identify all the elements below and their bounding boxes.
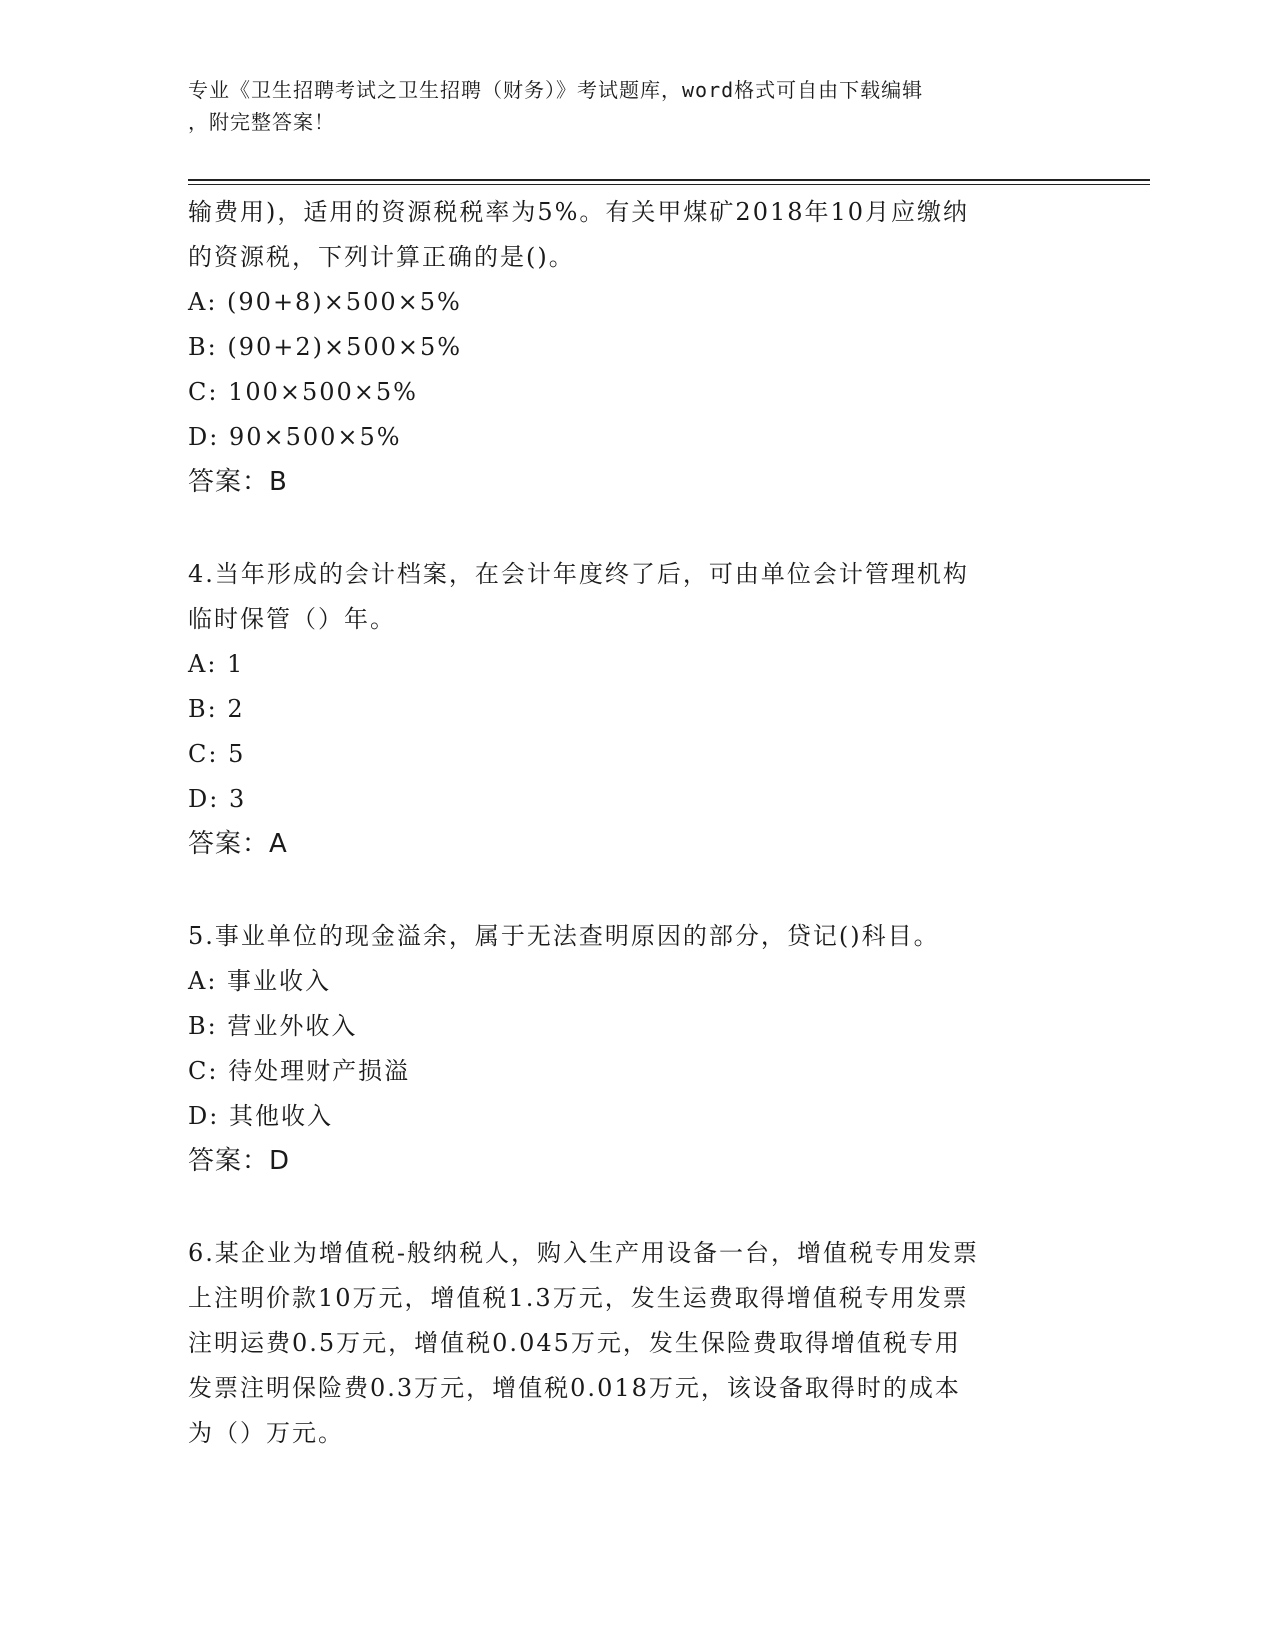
spacer (188, 1184, 1088, 1231)
option-a: A: (90+8)×500×5% (188, 288, 462, 316)
question-stem-line: 为（）万元。 (188, 1419, 344, 1447)
question-stem-line: 输费用)，适用的资源税税率为5%。有关甲煤矿2018年10月应缴纳 (188, 198, 970, 226)
header-divider-thick (188, 179, 1150, 181)
option-c: C: 5 (188, 740, 246, 768)
question-6 (188, 1231, 1088, 1456)
document-header (188, 74, 1068, 138)
question-stem-line: 6.某企业为增值税-般纳税人，购入生产用设备一台，增值税专用发票 (188, 1239, 980, 1267)
question-stem-line: 的资源税，下列计算正确的是()。 (188, 243, 575, 271)
spacer (188, 505, 1088, 552)
question-stem-line: 上注明价款10万元，增值税1.3万元，发生运费取得增值税专用发票 (188, 1284, 969, 1312)
question-stem-line: 5.事业单位的现金溢余，属于无法查明原因的部分，贷记()科目。 (188, 922, 940, 950)
answer-text: 答案：A (188, 829, 288, 859)
question-3 (188, 190, 1088, 505)
option-a: A: 1 (188, 650, 245, 678)
header-line-2: ，附完整答案！ (188, 110, 335, 134)
option-c: C: 100×500×5% (188, 378, 418, 406)
option-d: D: 3 (188, 785, 247, 813)
question-stem-line: 4.当年形成的会计档案，在会计年度终了后，可由单位会计管理机构 (188, 560, 969, 588)
option-b: B: 2 (188, 695, 245, 723)
option-b: B: (90+2)×500×5% (188, 333, 463, 361)
question-stem-line: 发票注明保险费0.3万元，增值税0.018万元，该设备取得时的成本 (188, 1374, 961, 1402)
answer-text: 答案：B (188, 467, 288, 497)
option-a: A: 事业收入 (188, 967, 332, 995)
option-d: D: 其他收入 (188, 1102, 333, 1130)
header-divider-thin (188, 184, 1150, 185)
question-4 (188, 552, 1088, 867)
header-line-1: 专业《卫生招聘考试之卫生招聘（财务）》考试题库，word格式可自由下载编辑 (188, 78, 924, 102)
option-d: D: 90×500×5% (188, 423, 402, 451)
option-b: B: 营业外收入 (188, 1012, 358, 1040)
question-stem-line: 临时保管（）年。 (188, 605, 396, 633)
question-5 (188, 914, 1088, 1184)
answer-text: 答案：D (188, 1146, 291, 1176)
option-c: C: 待处理财产损溢 (188, 1057, 411, 1085)
question-stem-line: 注明运费0.5万元，增值税0.045万元，发生保险费取得增值税专用 (188, 1329, 961, 1357)
spacer (188, 867, 1088, 914)
question-list (188, 190, 1088, 1456)
